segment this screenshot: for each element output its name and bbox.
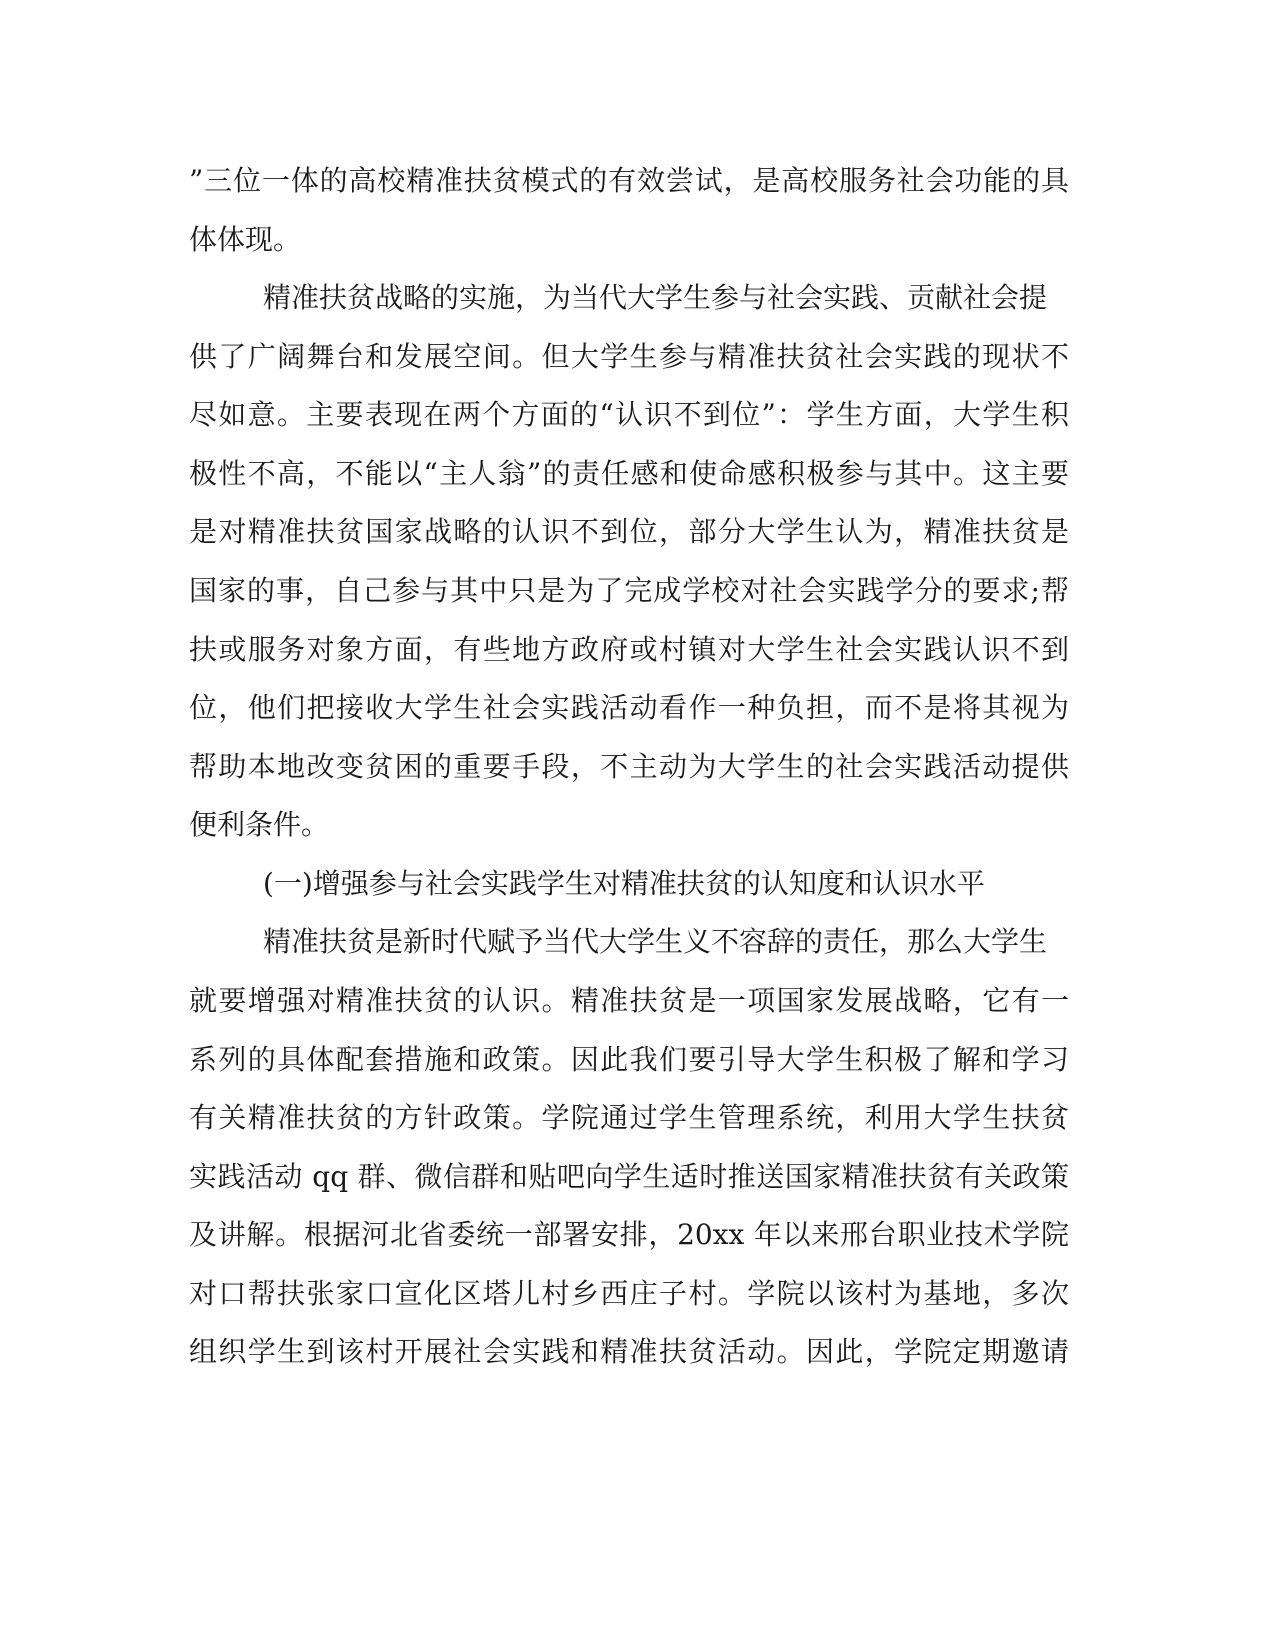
paragraph-line: 是对精准扶贫国家战略的认识不到位，部分大学生认为，精准扶贫是: [189, 515, 1069, 548]
paragraph-line: 对口帮扶张家口宣化区塔儿村乡西庄子村。学院以该村为基地，多次: [189, 1277, 1069, 1310]
paragraph-line: 及讲解。根据河北省委统一部署安排，20xx 年以来邢台职业技术学院: [189, 1218, 1069, 1251]
paragraph-line: 扶或服务对象方面，有些地方政府或村镇对大学生社会实践认识不到: [189, 633, 1069, 666]
paragraph-line: ”三位一体的高校精准扶贫模式的有效尝试，是高校服务社会功能的具: [189, 164, 1069, 197]
paragraph-line: 便利条件。: [189, 808, 330, 841]
paragraph-line: 帮助本地改变贫困的重要手段，不主动为大学生的社会实践活动提供: [189, 750, 1069, 783]
paragraph-line: 精准扶贫战略的实施，为当代大学生参与社会实践、贡献社会提: [263, 281, 1048, 314]
paragraph-line: 尽如意。主要表现在两个方面的“认识不到位”：学生方面，大学生积: [189, 398, 1069, 431]
paragraph-line: 组织学生到该村开展社会实践和精准扶贫活动。因此，学院定期邀请: [189, 1335, 1069, 1368]
paragraph-line: 就要增强对精准扶贫的认识。精准扶贫是一项国家发展战略，它有一: [189, 984, 1069, 1017]
section-heading: (一)增强参与社会实践学生对精准扶贫的认知度和认识水平: [263, 867, 985, 900]
paragraph-line: 实践活动 qq 群、微信群和贴吧向学生适时推送国家精准扶贫有关政策: [189, 1160, 1069, 1193]
paragraph-line: 位，他们把接收大学生社会实践活动看作一种负担，而不是将其视为: [189, 691, 1069, 724]
paragraph-line: 系列的具体配套措施和政策。因此我们要引导大学生积极了解和学习: [189, 1043, 1069, 1076]
paragraph-line: 国家的事，自己参与其中只是为了完成学校对社会实践学分的要求;帮: [189, 574, 1069, 607]
paragraph-line: 有关精准扶贫的方针政策。学院通过学生管理系统，利用大学生扶贫: [189, 1101, 1069, 1134]
paragraph-line: 精准扶贫是新时代赋予当代大学生义不容辞的责任，那么大学生: [263, 925, 1048, 958]
paragraph-line: 体体现。: [189, 223, 302, 256]
paragraph-line: 极性不高，不能以“主人翁”的责任感和使命感积极参与其中。这主要: [189, 457, 1069, 490]
paragraph-line: 供了广阔舞台和发展空间。但大学生参与精准扶贫社会实践的现状不: [189, 340, 1069, 373]
